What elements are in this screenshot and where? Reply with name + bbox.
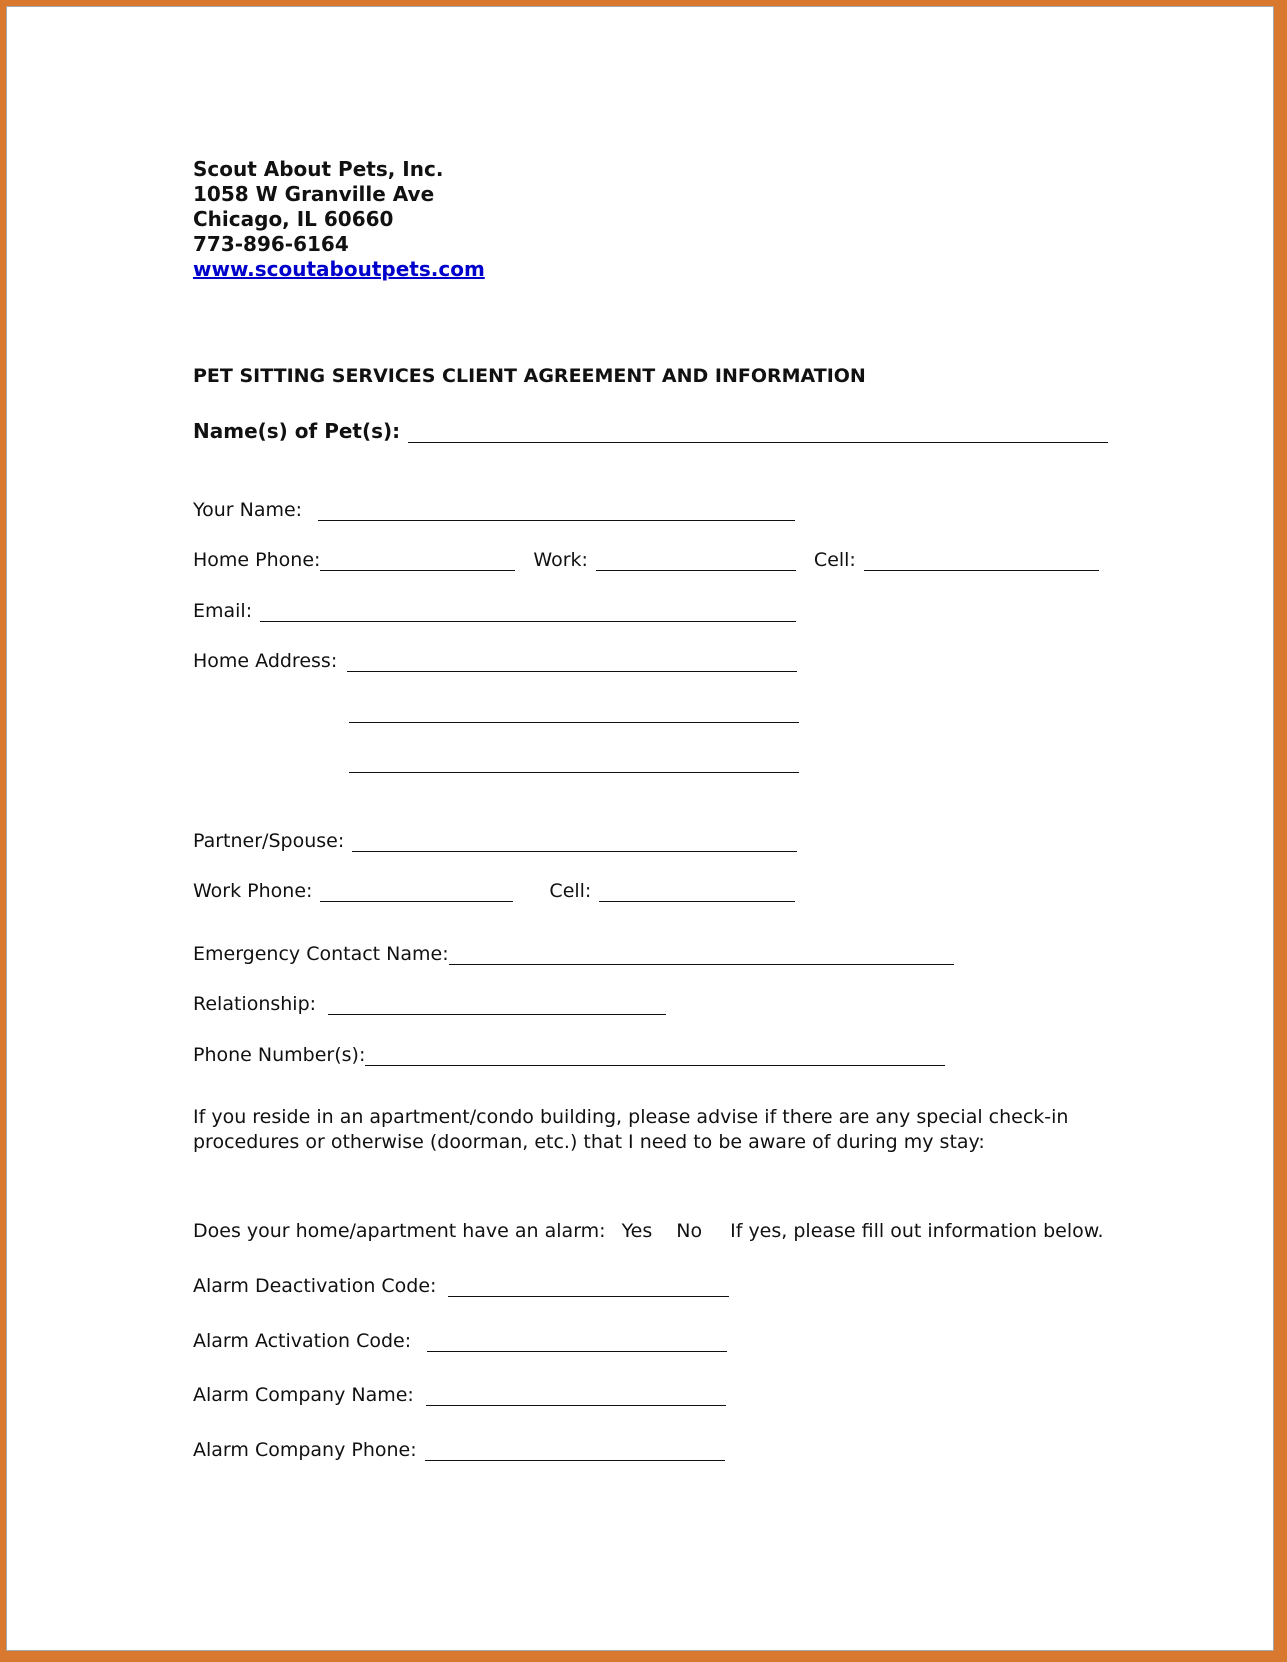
your-name-field[interactable] — [318, 498, 795, 521]
apartment-note: If you reside in an apartment/condo building, please advise if there are any special check-in procedures or otherwise (doorman, etc.) that I need to be aware of during my stay: — [193, 1106, 1069, 1153]
email-label: Email: — [193, 600, 253, 622]
alarm-company-name-label: Alarm Company Name: — [193, 1384, 414, 1406]
home-phone-field[interactable] — [320, 548, 515, 571]
alarm-company-name-field[interactable] — [426, 1383, 726, 1406]
company-name: Scout About Pets, Inc. — [193, 157, 444, 181]
pet-names-row — [193, 419, 1108, 443]
pet-names-label: Name(s) of Pet(s): — [193, 419, 401, 443]
work-phone-label: Work Phone: — [193, 880, 313, 902]
alarm-no-option[interactable]: No — [676, 1220, 703, 1242]
alarm-deactivation-row — [193, 1274, 729, 1297]
form-title: PET SITTING SERVICES CLIENT AGREEMENT AND INFORMATION — [193, 365, 866, 387]
relationship-label: Relationship: — [193, 993, 317, 1015]
alarm-company-phone-label: Alarm Company Phone: — [193, 1439, 417, 1461]
home-address-field-1[interactable] — [347, 649, 797, 672]
alarm-yes-option[interactable]: Yes — [621, 1220, 653, 1242]
phone-numbers-field[interactable] — [365, 1043, 945, 1066]
cell-label: Cell: — [813, 549, 856, 571]
home-address-field-3[interactable] — [349, 750, 799, 773]
your-name-row — [193, 498, 795, 521]
partner-label: Partner/Spouse: — [193, 830, 345, 852]
phone-numbers-label: Phone Number(s): — [193, 1044, 366, 1066]
alarm-activation-row — [193, 1329, 727, 1352]
home-address-label: Home Address: — [193, 650, 338, 672]
your-name-label: Your Name: — [193, 499, 303, 521]
alarm-question: Does your home/apartment have an alarm: — [193, 1220, 606, 1242]
pet-names-field[interactable] — [408, 420, 1108, 443]
alarm-question-row — [193, 1220, 1104, 1242]
work-label: Work: — [533, 549, 588, 571]
emergency-contact-row — [193, 942, 954, 965]
document-page — [6, 6, 1274, 1651]
relationship-field[interactable] — [328, 992, 666, 1015]
company-phone: 773-896-6164 — [193, 232, 349, 256]
relationship-row — [193, 992, 666, 1015]
company-street: 1058 W Granville Ave — [193, 182, 435, 206]
partner-cell-field[interactable] — [599, 879, 795, 902]
company-city: Chicago, IL 60660 — [193, 207, 394, 231]
form-content — [193, 157, 1104, 1461]
alarm-deactivation-label: Alarm Deactivation Code: — [193, 1275, 437, 1297]
email-row — [193, 599, 796, 622]
alarm-activation-field[interactable] — [427, 1329, 727, 1352]
home-address-row — [193, 649, 797, 672]
emergency-contact-label: Emergency Contact Name: — [193, 943, 449, 965]
alarm-company-phone-field[interactable] — [425, 1438, 725, 1461]
partner-phone-row — [193, 879, 795, 902]
home-address-row-3 — [349, 750, 799, 773]
partner-cell-label: Cell: — [549, 880, 592, 902]
home-phone-label: Home Phone: — [193, 549, 321, 571]
work-phone-field[interactable] — [596, 548, 796, 571]
alarm-company-name-row — [193, 1383, 726, 1406]
partner-row — [193, 829, 797, 852]
phone-numbers-row — [193, 1043, 945, 1066]
alarm-deactivation-field[interactable] — [448, 1274, 729, 1297]
alarm-activation-label: Alarm Activation Code: — [193, 1330, 412, 1352]
cell-field[interactable] — [864, 548, 1099, 571]
emergency-contact-field[interactable] — [449, 942, 954, 965]
company-website-link[interactable]: www.scoutaboutpets.com — [193, 257, 485, 281]
phone-row — [193, 548, 1099, 571]
alarm-followup: If yes, please fill out information below. — [730, 1220, 1104, 1242]
alarm-company-phone-row — [193, 1438, 725, 1461]
company-header — [193, 157, 1093, 282]
partner-work-phone-field[interactable] — [320, 879, 513, 902]
partner-field[interactable] — [352, 829, 797, 852]
home-address-field-2[interactable] — [349, 700, 799, 723]
home-address-row-2 — [349, 700, 799, 723]
email-field[interactable] — [260, 599, 796, 622]
